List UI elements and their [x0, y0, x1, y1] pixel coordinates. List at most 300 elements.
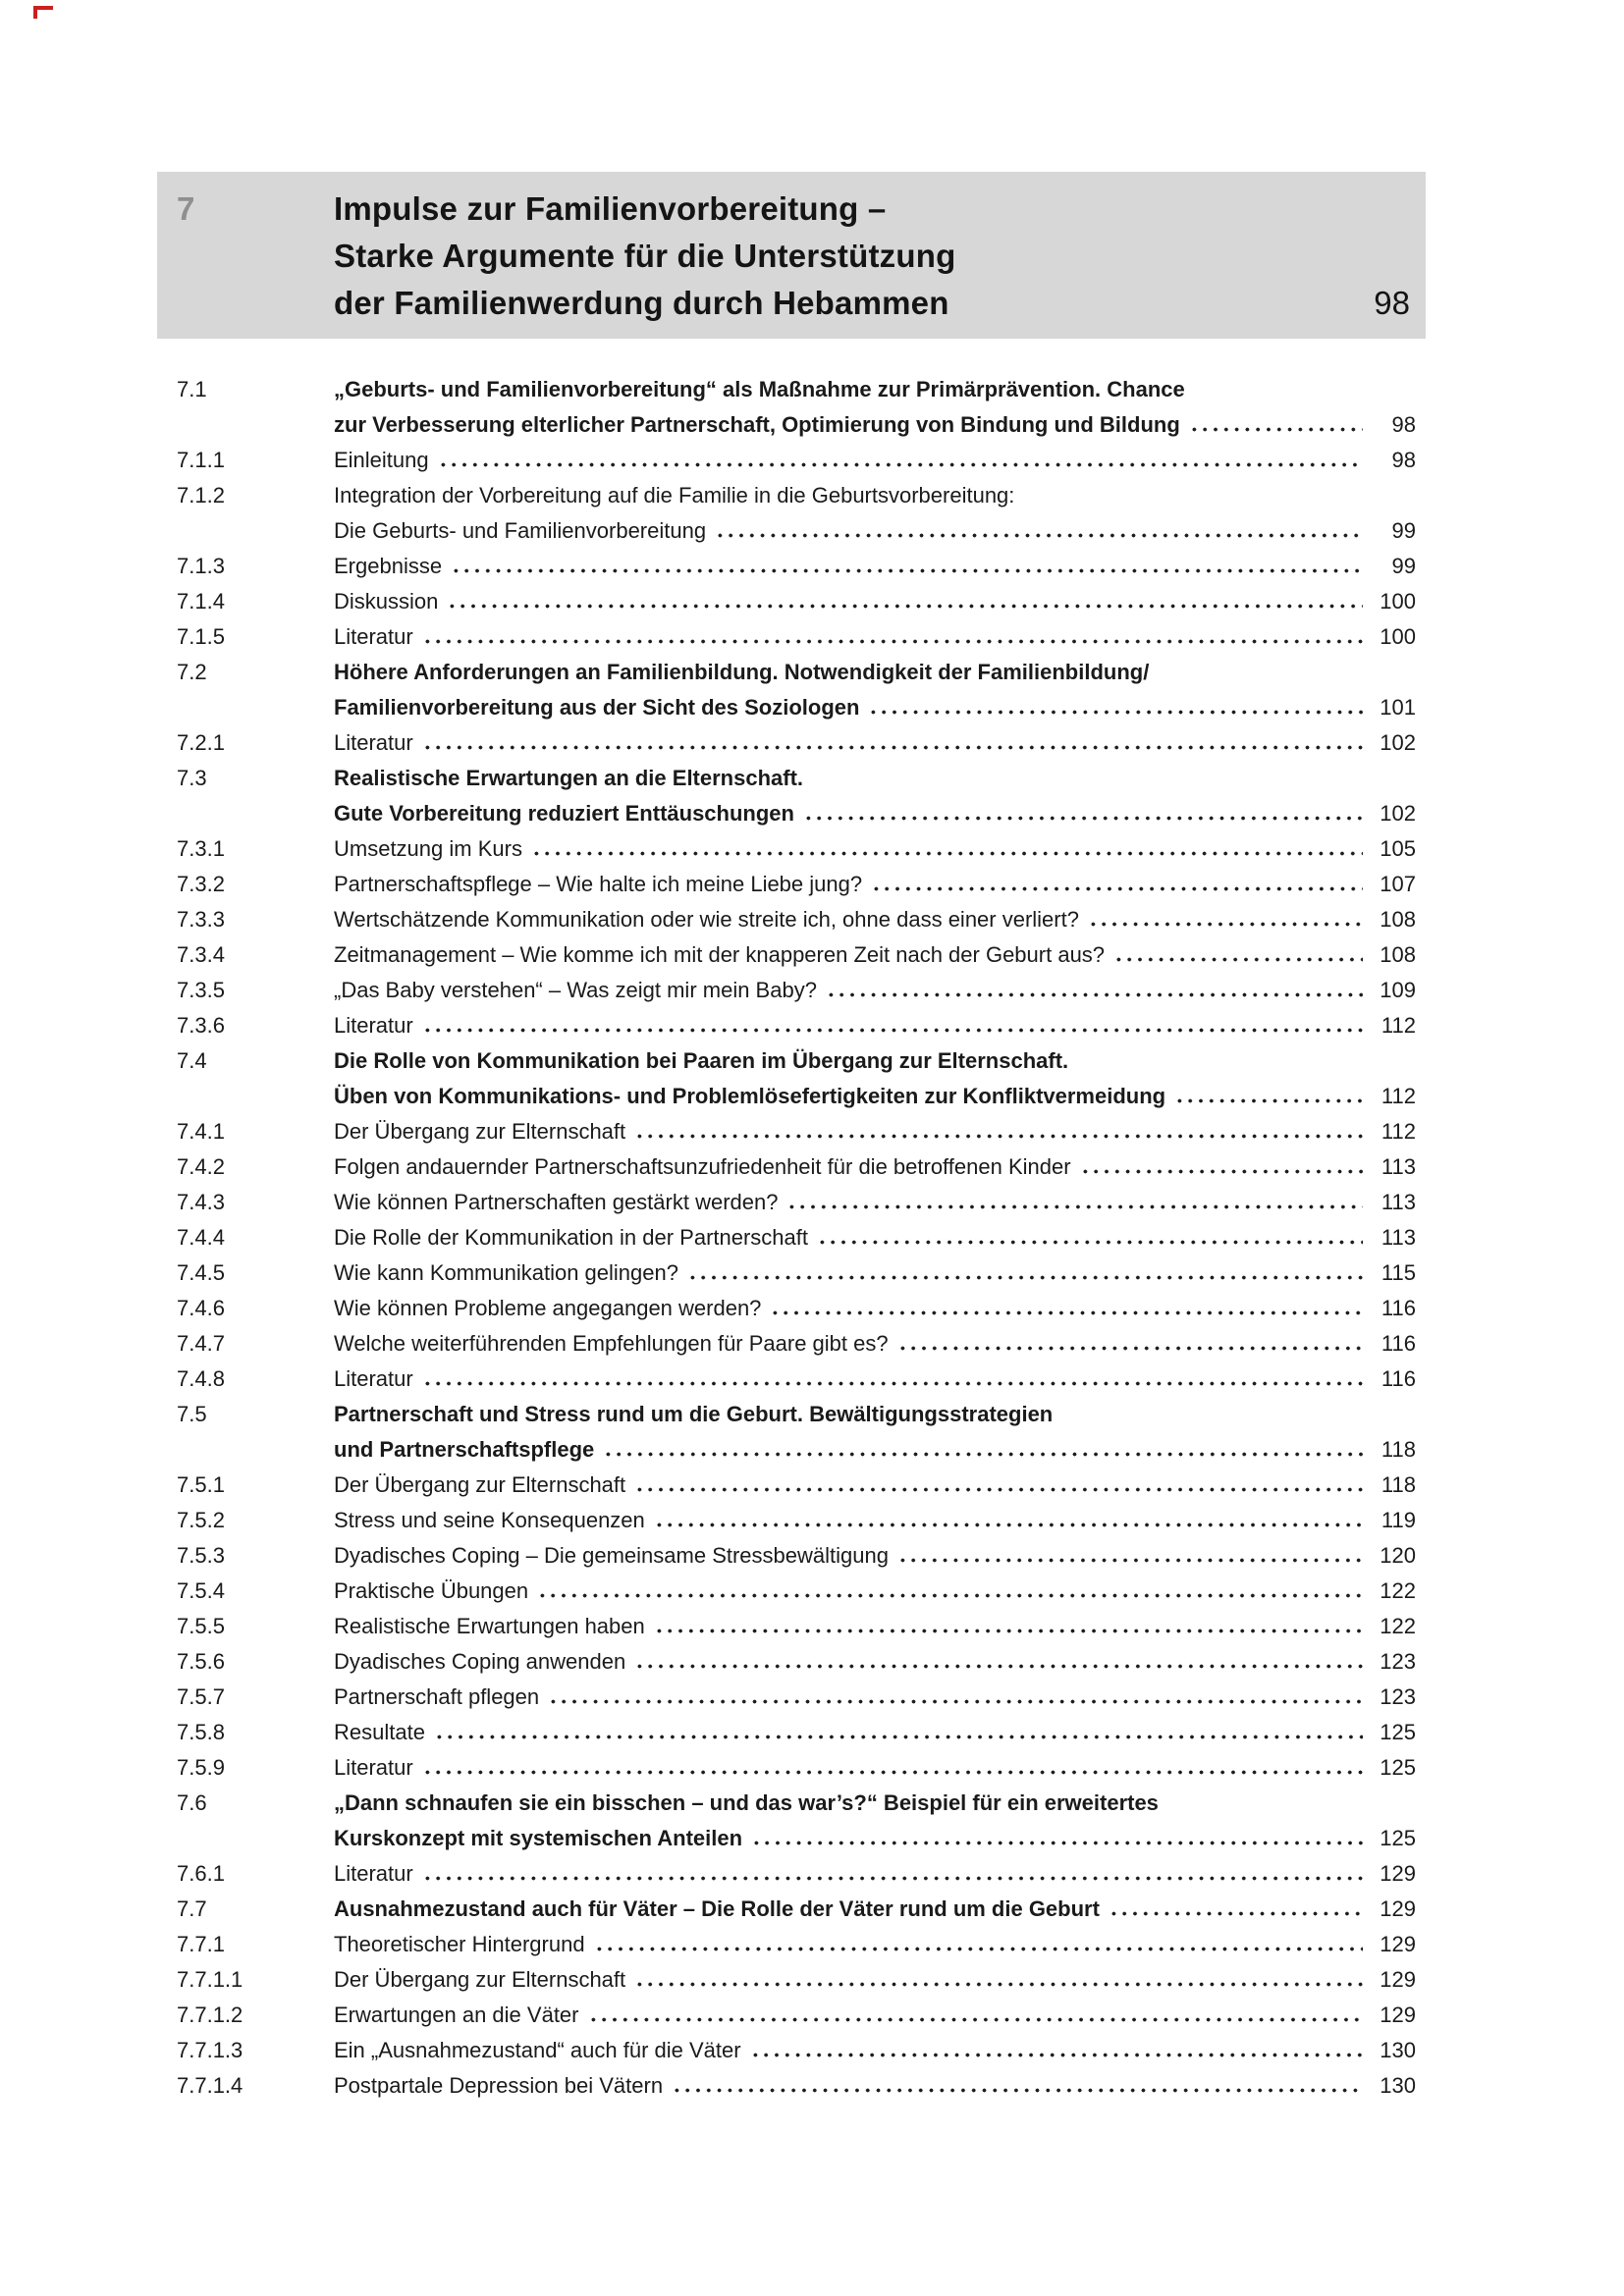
toc-entry-title-line	[334, 584, 1416, 619]
toc-entry-number: 7.4	[177, 1048, 207, 1073]
dot-leader	[770, 1310, 1363, 1315]
toc-entry-number: 7.5.6	[177, 1649, 225, 1674]
page-number: 112	[1380, 1013, 1416, 1038]
dot-leader	[786, 1204, 1363, 1209]
toc-entry-number: 7.1.3	[177, 554, 225, 578]
toc-entry-title-line	[334, 1892, 1416, 1927]
page-number: 125	[1380, 1755, 1416, 1780]
toc-entry-title-text: Dyadisches Coping – Die gemeinsame Stressbewältigung	[334, 1543, 889, 1568]
toc-entry-number: 7.6.1	[177, 1861, 225, 1886]
dot-leader	[1189, 427, 1363, 432]
toc-entry-body	[334, 1149, 1416, 1185]
toc-entry-number: 7.7	[177, 1896, 207, 1921]
toc-entry-body	[334, 655, 1416, 725]
toc-entry-body	[334, 2068, 1416, 2104]
toc-entry	[157, 1892, 1426, 1927]
toc-entry-title-line	[334, 1114, 1416, 1149]
dot-leader	[537, 1593, 1363, 1598]
toc-entry-title-line	[334, 372, 1416, 407]
toc-entry-title-line	[334, 1043, 1416, 1079]
chapter-page-number: 98	[1374, 285, 1410, 321]
toc-entry-title-text: Resultate	[334, 1720, 425, 1744]
toc-entry-number: 7.4.6	[177, 1296, 225, 1320]
page-number: 116	[1380, 1366, 1416, 1391]
toc-entry-body	[334, 372, 1416, 443]
toc-entry	[157, 2033, 1426, 2068]
toc-entry-body	[334, 1114, 1416, 1149]
toc-entry-title-text: Familienvorbereitung aus der Sicht des Soziologen	[334, 695, 860, 720]
dot-leader	[868, 710, 1363, 715]
toc-entry	[157, 1680, 1426, 1715]
toc-entry-number: 7.5.4	[177, 1578, 225, 1603]
toc-entry-title-text: Stress und seine Konsequenzen	[334, 1508, 645, 1532]
toc-entry-body	[334, 1538, 1416, 1574]
toc-entry-number: 7.7.1.3	[177, 2038, 244, 2062]
toc-entry	[157, 1538, 1426, 1574]
toc-entry	[157, 831, 1426, 867]
toc-entry-body	[334, 831, 1416, 867]
page-number: 130	[1380, 2038, 1416, 2062]
chapter-title	[334, 186, 1344, 327]
page-number: 100	[1380, 624, 1416, 649]
toc-entry-title-text: Erwartungen an die Väter	[334, 2002, 579, 2027]
toc-entry	[157, 1185, 1426, 1220]
chapter-number: 7	[177, 190, 195, 227]
toc-entry-title-line	[334, 867, 1416, 902]
toc-entry-number: 7.4.3	[177, 1190, 225, 1214]
toc-entry-body	[334, 937, 1416, 973]
toc-entry-title-line	[334, 1255, 1416, 1291]
dot-leader	[422, 745, 1363, 750]
toc-entry-body	[334, 549, 1416, 584]
toc-entry-title-text: Der Übergang zur Elternschaft	[334, 1967, 626, 1992]
dot-leader	[434, 1735, 1363, 1739]
toc-entry-title-text: Literatur	[334, 1861, 413, 1886]
toc-entry-title-line	[334, 831, 1416, 867]
toc-entry	[157, 761, 1426, 831]
toc-entry-title-line	[334, 1291, 1416, 1326]
toc-entry-body	[334, 1468, 1416, 1503]
page-number: 102	[1380, 801, 1416, 826]
toc-entry-title-text: Ausnahmezustand auch für Väter – Die Rolle der Väter rund um die Geburt	[334, 1896, 1100, 1921]
toc-entry-title-line	[334, 1574, 1416, 1609]
page-number: 120	[1380, 1543, 1416, 1568]
toc-entry-number: 7.3.3	[177, 907, 225, 932]
dot-leader	[438, 462, 1363, 467]
page-number: 129	[1380, 1861, 1416, 1886]
toc-entry	[157, 1397, 1426, 1468]
page-number: 108	[1380, 942, 1416, 967]
toc-entry-number: 7.3.1	[177, 836, 225, 861]
chapter-title-line: Impulse zur Familienvorbereitung –	[334, 190, 887, 227]
toc-entry-number: 7.4.1	[177, 1119, 225, 1144]
toc-entry-title-text: Theoretischer Hintergrund	[334, 1932, 585, 1956]
toc-entry-title-text: Partnerschaft pflegen	[334, 1684, 540, 1709]
toc-entry-title-text: Literatur	[334, 1366, 413, 1391]
page-number: 109	[1380, 978, 1416, 1002]
toc-entry-title-line	[334, 1786, 1416, 1821]
toc-entry	[157, 1503, 1426, 1538]
toc-entry-body	[334, 761, 1416, 831]
toc-entry-number: 7.7.1.1	[177, 1967, 244, 1992]
page-number: 123	[1380, 1684, 1416, 1709]
toc-entry-number: 7.5.8	[177, 1720, 225, 1744]
toc-entry	[157, 1750, 1426, 1786]
toc-entry-title-text: Dyadisches Coping anwenden	[334, 1649, 626, 1674]
toc-entry-body	[334, 619, 1416, 655]
toc-entry-body	[334, 1185, 1416, 1220]
page-number: 99	[1391, 554, 1416, 578]
toc-entry-title-line	[334, 1715, 1416, 1750]
toc-entry-body	[334, 478, 1416, 549]
dot-leader	[531, 851, 1363, 856]
toc-entry-title-text: Realistische Erwartungen an die Elternschaft.	[334, 766, 804, 790]
toc-entry-title-text: Postpartale Depression bei Vätern	[334, 2073, 664, 2098]
dot-leader	[447, 604, 1363, 609]
toc-entry	[157, 1927, 1426, 1962]
toc-entry-number: 7.5.7	[177, 1684, 225, 1709]
toc-entry-body	[334, 1220, 1416, 1255]
toc-entry	[157, 1220, 1426, 1255]
toc-entry-body	[334, 1397, 1416, 1468]
toc-entry-title-line	[334, 1644, 1416, 1680]
toc-entry-title-line	[334, 2033, 1416, 2068]
toc-entry-title-line	[334, 1008, 1416, 1043]
toc-entry-body	[334, 1644, 1416, 1680]
print-registration-mark	[33, 6, 53, 19]
toc-entry-title-line	[334, 1680, 1416, 1715]
toc-entry-number: 7.1.5	[177, 624, 225, 649]
toc-entry-body	[334, 2033, 1416, 2068]
toc-entry-title-line	[334, 796, 1416, 831]
toc-entry	[157, 584, 1426, 619]
dot-leader	[803, 816, 1363, 821]
dot-leader	[451, 568, 1363, 573]
toc-entry-body	[334, 1962, 1416, 1998]
toc-entry-title-text: Üben von Kommunikations- und Problemlösefertigkeiten zur Konfliktvermeidung	[334, 1084, 1166, 1108]
toc-entry-title-line	[334, 478, 1416, 513]
toc-entry-title-text: Zeitmanagement – Wie komme ich mit der knapperen Zeit nach der Geburt aus?	[334, 942, 1106, 967]
toc-entry-body	[334, 1927, 1416, 1962]
toc-entry-number: 7.3.2	[177, 872, 225, 896]
toc-entry	[157, 1468, 1426, 1503]
toc-entry-title-text: Literatur	[334, 1755, 413, 1780]
page-number: 118	[1380, 1472, 1416, 1497]
dot-leader	[1174, 1098, 1363, 1103]
toc-entry-title-text: Welche weiterführenden Empfehlungen für Paare gibt es?	[334, 1331, 889, 1356]
chapter-title-line: der Familienwerdung durch Hebammen	[334, 285, 949, 321]
toc-entry	[157, 1326, 1426, 1362]
toc-entry-title-text: Wie können Probleme angegangen werden?	[334, 1296, 762, 1320]
page-number: 130	[1380, 2073, 1416, 2098]
page-number: 108	[1380, 907, 1416, 932]
toc-entry-body	[334, 1892, 1416, 1927]
toc-entry-body	[334, 1503, 1416, 1538]
toc-entry-body	[334, 973, 1416, 1008]
dot-leader	[422, 1381, 1363, 1386]
dot-leader	[897, 1346, 1363, 1351]
toc-entry	[157, 725, 1426, 761]
dot-leader	[1113, 957, 1363, 962]
toc-entry	[157, 1998, 1426, 2033]
dot-leader	[422, 1770, 1363, 1775]
page-number: 129	[1380, 1967, 1416, 1992]
toc-entry-title-line	[334, 1326, 1416, 1362]
dot-leader	[634, 1982, 1363, 1987]
toc-entry	[157, 1008, 1426, 1043]
dot-leader	[1109, 1911, 1363, 1916]
toc-entry-title-text: Kurskonzept mit systemischen Anteilen	[334, 1826, 743, 1850]
toc-entry	[157, 1856, 1426, 1892]
page-number: 100	[1380, 589, 1416, 614]
dot-leader	[594, 1947, 1363, 1951]
dot-leader	[751, 1841, 1363, 1845]
toc-entry	[157, 1362, 1426, 1397]
page-number: 129	[1380, 1896, 1416, 1921]
toc-entry-title-line	[334, 1432, 1416, 1468]
toc-entry-title-text: Die Rolle von Kommunikation bei Paaren im Übergang zur Elternschaft.	[334, 1048, 1069, 1073]
toc-entry-title-text: Wertschätzende Kommunikation oder wie streite ich, ohne dass einer verliert?	[334, 907, 1079, 932]
toc-entry-body	[334, 584, 1416, 619]
toc-entry-title-line	[334, 1185, 1416, 1220]
toc-entry-number: 7.1.2	[177, 483, 225, 507]
toc-entry-title-line	[334, 443, 1416, 478]
toc-entry-number: 7.3.4	[177, 942, 225, 967]
toc-entry-title-text: Umsetzung im Kurs	[334, 836, 522, 861]
page-number: 112	[1380, 1084, 1416, 1108]
dot-leader	[654, 1522, 1363, 1527]
toc-entry-body	[334, 1715, 1416, 1750]
toc-entry-title-text: „Geburts- und Familienvorbereitung“ als Maßnahme zur Primärprävention. Chance	[334, 377, 1185, 401]
toc-entry-body	[334, 1750, 1416, 1786]
toc-entry-title-text: Der Übergang zur Elternschaft	[334, 1119, 626, 1144]
page-number: 125	[1380, 1720, 1416, 1744]
toc-entry	[157, 1715, 1426, 1750]
toc-entry-title-line	[334, 2068, 1416, 2104]
toc-entry-body	[334, 1786, 1416, 1856]
toc-entry-title-line	[334, 937, 1416, 973]
dot-leader	[634, 1664, 1363, 1669]
page-number: 98	[1391, 412, 1416, 437]
toc-entry-number: 7.1.1	[177, 448, 225, 472]
dot-leader	[422, 1876, 1363, 1881]
toc-entry-title-text: Integration der Vorbereitung auf die Familie in die Geburtsvorbereitung:	[334, 483, 1015, 507]
page-number: 119	[1380, 1508, 1416, 1532]
toc-entry-title-line	[334, 690, 1416, 725]
toc-entry-title-text: Diskussion	[334, 589, 439, 614]
toc-entry	[157, 1255, 1426, 1291]
toc-entry-title-text: zur Verbesserung elterlicher Partnerschaft, Optimierung von Bindung und Bildung	[334, 412, 1180, 437]
toc-list	[157, 372, 1426, 2104]
toc-entry-title-line	[334, 1397, 1416, 1432]
toc-entry-title-line	[334, 1503, 1416, 1538]
page-number: 101	[1380, 695, 1416, 720]
toc-entry-body	[334, 1856, 1416, 1892]
toc-entry-number: 7.3.5	[177, 978, 225, 1002]
toc-entry-body	[334, 443, 1416, 478]
chapter-title-line: Starke Argumente für die Unterstützung	[334, 238, 956, 274]
toc-entry-number: 7.5.9	[177, 1755, 225, 1780]
toc-entry-body	[334, 902, 1416, 937]
toc-entry	[157, 867, 1426, 902]
toc-entry-title-line	[334, 1856, 1416, 1892]
toc-entry-number: 7.2.1	[177, 730, 225, 755]
toc-entry-number: 7.4.4	[177, 1225, 225, 1250]
toc-entry-title-text: „Das Baby verstehen“ – Was zeigt mir mein Baby?	[334, 978, 817, 1002]
toc-entry-body	[334, 1680, 1416, 1715]
dot-leader	[588, 2017, 1364, 2022]
dot-leader	[548, 1699, 1363, 1704]
toc-entry-title-line	[334, 761, 1416, 796]
page-number: 98	[1391, 448, 1416, 472]
dot-leader	[1080, 1169, 1363, 1174]
page-number: 107	[1380, 872, 1416, 896]
toc-entry-body	[334, 725, 1416, 761]
dot-leader	[826, 992, 1363, 997]
toc-entry-number: 7.7.1.2	[177, 2002, 244, 2027]
toc-entry-title-text: Höhere Anforderungen an Familienbildung. Notwendigkeit der Familienbildung/	[334, 660, 1150, 684]
toc-entry-title-line	[334, 1468, 1416, 1503]
page-number: 112	[1380, 1119, 1416, 1144]
toc-entry-number: 7.4.8	[177, 1366, 225, 1391]
toc-entry	[157, 1644, 1426, 1680]
toc-entry	[157, 372, 1426, 443]
dot-leader	[715, 533, 1363, 538]
toc-entry-title-text: Ein „Ausnahmezustand“ auch für die Väter	[334, 2038, 741, 2062]
toc-entry	[157, 2068, 1426, 2104]
toc-entry-title-line	[334, 1538, 1416, 1574]
toc-entry-number: 7.1	[177, 377, 207, 401]
toc-entry-title-text: Einleitung	[334, 448, 429, 472]
toc-entry-number: 7.5.3	[177, 1543, 225, 1568]
toc-entry-number: 7.7.1	[177, 1932, 225, 1956]
toc-entry	[157, 1962, 1426, 1998]
toc-entry-number: 7.5.5	[177, 1614, 225, 1638]
dot-leader	[897, 1558, 1363, 1563]
toc-entry-body	[334, 1998, 1416, 2033]
toc-entry-title-text: Der Übergang zur Elternschaft	[334, 1472, 626, 1497]
toc-entry-body	[334, 1362, 1416, 1397]
page-number: 115	[1380, 1260, 1416, 1285]
toc-entry-title-line	[334, 973, 1416, 1008]
dot-leader	[654, 1629, 1363, 1633]
toc-entry-title-text: Partnerschaftspflege – Wie halte ich meine Liebe jung?	[334, 872, 863, 896]
toc-entry-number: 7.4.5	[177, 1260, 225, 1285]
toc-entry-title-line	[334, 902, 1416, 937]
toc-entry-number: 7.4.7	[177, 1331, 225, 1356]
toc-entry-body	[334, 1574, 1416, 1609]
toc-entry-title-line	[334, 619, 1416, 655]
toc-entry	[157, 478, 1426, 549]
toc-entry-title-text: Die Geburts- und Familienvorbereitung	[334, 518, 707, 543]
toc-entry-title-text: Die Rolle der Kommunikation in der Partnerschaft	[334, 1225, 809, 1250]
chapter-header	[157, 172, 1426, 339]
toc-entry-number: 7.5	[177, 1402, 207, 1426]
toc-entry-title-text: Folgen andauernder Partnerschaftsunzufriedenheit für die betroffenen Kinder	[334, 1154, 1071, 1179]
toc-entry-title-line	[334, 1362, 1416, 1397]
page-number: 129	[1380, 1932, 1416, 1956]
toc-entry-body	[334, 1043, 1416, 1114]
page-content	[157, 172, 1426, 2104]
page-number: 125	[1380, 1826, 1416, 1850]
page-number: 123	[1380, 1649, 1416, 1674]
toc-entry	[157, 1786, 1426, 1856]
toc-entry	[157, 1149, 1426, 1185]
dot-leader	[672, 2088, 1363, 2093]
toc-entry-body	[334, 1291, 1416, 1326]
toc-entry-title-text: Wie können Partnerschaften gestärkt werden?	[334, 1190, 779, 1214]
toc-entry-title-text: und Partnerschaftspflege	[334, 1437, 595, 1462]
toc-entry	[157, 902, 1426, 937]
page-number: 122	[1380, 1614, 1416, 1638]
toc-entry	[157, 1574, 1426, 1609]
dot-leader	[634, 1134, 1363, 1139]
page-number: 118	[1380, 1437, 1416, 1462]
toc-entry-title-text: Praktische Übungen	[334, 1578, 529, 1603]
toc-entry-title-text: „Dann schnaufen sie ein bisschen – und das war’s?“ Beispiel für ein erweitertes	[334, 1790, 1159, 1815]
toc-entry-number: 7.1.4	[177, 589, 225, 614]
toc-entry	[157, 937, 1426, 973]
toc-entry	[157, 549, 1426, 584]
toc-entry	[157, 443, 1426, 478]
toc-entry-body	[334, 867, 1416, 902]
toc-entry-body	[334, 1255, 1416, 1291]
page-number: 105	[1380, 836, 1416, 861]
toc-entry-title-line	[334, 655, 1416, 690]
toc-entry-title-line	[334, 1079, 1416, 1114]
toc-entry-title-line	[334, 1821, 1416, 1856]
toc-entry-title-line	[334, 725, 1416, 761]
page-number: 99	[1391, 518, 1416, 543]
toc-entry-number: 7.4.2	[177, 1154, 225, 1179]
toc-entry-body	[334, 1008, 1416, 1043]
dot-leader	[1088, 922, 1363, 927]
toc-entry-title-line	[334, 513, 1416, 549]
page-number: 122	[1380, 1578, 1416, 1603]
toc-entry	[157, 973, 1426, 1008]
dot-leader	[422, 639, 1363, 644]
toc-entry-title-line	[334, 1927, 1416, 1962]
page-number: 102	[1380, 730, 1416, 755]
toc-entry	[157, 1291, 1426, 1326]
toc-entry-title-line	[334, 1609, 1416, 1644]
toc-entry-number: 7.5.1	[177, 1472, 225, 1497]
toc-entry-number: 7.3.6	[177, 1013, 225, 1038]
toc-entry-title-text: Ergebnisse	[334, 554, 443, 578]
dot-leader	[422, 1028, 1363, 1033]
toc-entry-title-text: Literatur	[334, 730, 413, 755]
toc-entry-title-line	[334, 1220, 1416, 1255]
page-number: 113	[1380, 1154, 1416, 1179]
page-number: 116	[1380, 1331, 1416, 1356]
toc-entry-title-text: Partnerschaft und Stress rund um die Geburt. Bewältigungsstrategien	[334, 1402, 1054, 1426]
dot-leader	[750, 2053, 1363, 2057]
dot-leader	[871, 886, 1363, 891]
dot-leader	[817, 1240, 1363, 1245]
dot-leader	[687, 1275, 1363, 1280]
page-number: 113	[1380, 1190, 1416, 1214]
toc-entry	[157, 1114, 1426, 1149]
toc-entry-number: 7.7.1.4	[177, 2073, 244, 2098]
toc-entry-title-line	[334, 1149, 1416, 1185]
toc-entry-title-line	[334, 1962, 1416, 1998]
toc-entry-title-text: Literatur	[334, 624, 413, 649]
toc-entry-number: 7.3	[177, 766, 207, 790]
toc-entry-title-line	[334, 1750, 1416, 1786]
toc-entry-title-line	[334, 549, 1416, 584]
toc-entry-title-line	[334, 1998, 1416, 2033]
toc-entry-body	[334, 1609, 1416, 1644]
